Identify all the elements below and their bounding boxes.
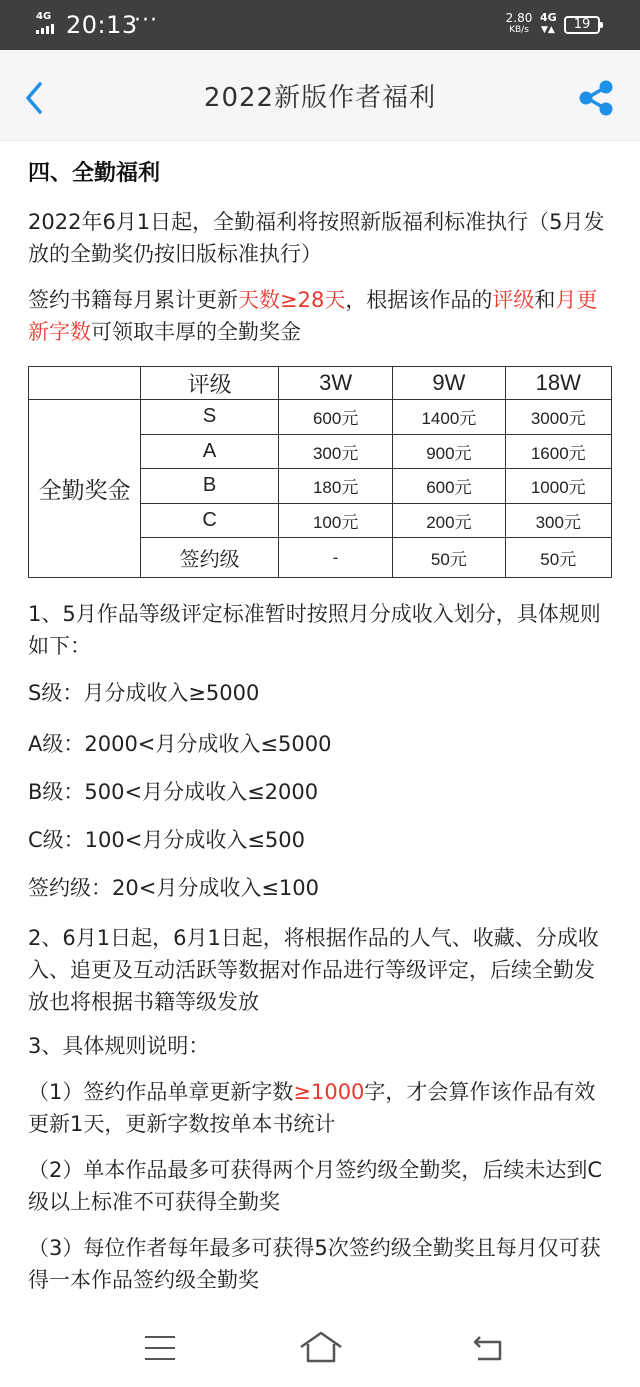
network-speed-unit: KB/s	[509, 25, 529, 35]
network-type: 4G	[36, 11, 52, 22]
menu-icon-line	[145, 1358, 175, 1360]
point-3: 3、具体规则说明：	[28, 1034, 210, 1058]
table-header-row	[29, 367, 612, 400]
status-bar	[0, 0, 640, 50]
rule-text: 签约书籍每月累计更新	[28, 288, 238, 312]
more-notifications-icon: ···	[134, 8, 158, 33]
column-header: 3W	[279, 367, 393, 400]
menu-icon-line	[145, 1336, 175, 1338]
grade-header: 评级	[141, 367, 279, 400]
row-header: 全勤奖金	[29, 400, 141, 578]
level-item: B级：500<月分成收入≤2000	[28, 780, 319, 804]
amount-cell: 50元	[505, 538, 611, 578]
point-2: 2、6月1日起，6月1日起，将根据作品的人气、收藏、分成收入、追更及互动活跃等数据对作品进行等级评定，后续全勤发放也将根据书籍等级发放	[28, 926, 599, 1014]
bonus-table	[28, 366, 612, 578]
rule-highlight-days: 天数≥28天	[238, 288, 346, 312]
point-1: 1、5月作品等级评定标准暂时按照月分成收入划分，具体规则如下：	[28, 602, 601, 658]
level-item: S级：月分成收入≥5000	[28, 681, 260, 705]
intro-paragraph: 2022年6月1日起，全勤福利将按照新版福利标准执行（5月发放的全勤奖仍按旧版标准执行）	[28, 210, 605, 266]
level-item: C级：100<月分成收入≤500	[28, 828, 306, 852]
amount-cell: 600元	[279, 400, 393, 435]
clock: 20:13	[66, 11, 138, 39]
chevron-left-icon	[18, 78, 54, 118]
sub-rule-text: （1）签约作品单章更新字数	[28, 1080, 294, 1104]
amount-cell: 900元	[393, 434, 505, 469]
level-item: A级：2000<月分成收入≤5000	[28, 732, 332, 756]
amount-cell: 300元	[279, 434, 393, 469]
rule-text: ，根据该作品的	[345, 288, 493, 312]
back-button[interactable]	[18, 78, 54, 118]
grade-cell: B	[141, 469, 279, 504]
network-type-2: 4G	[540, 11, 557, 24]
column-header: 18W	[505, 367, 611, 400]
amount-cell: 100元	[279, 503, 393, 538]
amount-cell: -	[279, 538, 393, 578]
rule-highlight-words: 月更新字数	[28, 288, 598, 344]
rule-paragraph	[28, 284, 614, 348]
amount-cell: 600元	[393, 469, 505, 504]
sub-rule-3: （3）每位作者每年最多可获得5次签约级全勤奖且每月仅可获得一本作品签约级全勤奖	[28, 1236, 601, 1292]
sub-rule-highlight: ≥1000	[293, 1080, 365, 1104]
system-back-button[interactable]	[472, 1334, 506, 1362]
battery-level: 19	[573, 17, 591, 32]
grade-cell: A	[141, 434, 279, 469]
table-row	[29, 400, 612, 435]
amount-cell: 1600元	[505, 434, 611, 469]
network-speed	[504, 12, 534, 36]
home-button[interactable]	[298, 1330, 344, 1364]
rule-text: 可领取丰厚的全勤奖金	[91, 320, 301, 344]
column-header: 9W	[393, 367, 505, 400]
data-activity-icon: ▼▲	[541, 25, 555, 35]
amount-cell: 3000元	[505, 400, 611, 435]
network-speed-value: 2.80	[505, 11, 533, 25]
grade-cell: S	[141, 400, 279, 435]
home-icon	[298, 1330, 344, 1364]
amount-cell: 300元	[505, 503, 611, 538]
grade-cell: 签约级	[141, 538, 279, 578]
nav-bar	[0, 50, 640, 141]
grade-cell: C	[141, 503, 279, 538]
amount-cell: 1400元	[393, 400, 505, 435]
menu-icon-line	[145, 1347, 175, 1349]
section-title: 四、全勤福利	[28, 161, 161, 186]
sub-rule-2: （2）单本作品最多可获得两个月签约级全勤奖，后续未达到C级以上标准不可获得全勤奖	[28, 1158, 603, 1214]
sub-rule-1	[28, 1076, 614, 1140]
table-corner-cell	[29, 367, 141, 400]
amount-cell: 180元	[279, 469, 393, 504]
battery-icon	[564, 16, 600, 34]
share-icon	[576, 78, 616, 118]
rule-highlight-grade: 评级	[492, 288, 535, 312]
menu-button[interactable]	[145, 1336, 175, 1360]
system-nav-bar	[0, 1300, 640, 1387]
amount-cell: 1000元	[505, 469, 611, 504]
share-button[interactable]	[576, 78, 616, 118]
sub-rule-text: 字，才会算作该作品有效更新1天，更新字数按单本书统计	[28, 1080, 596, 1136]
level-item: 签约级：20<月分成收入≤100	[28, 876, 319, 900]
amount-cell: 50元	[393, 538, 505, 578]
page-title: 2022新版作者福利	[203, 83, 437, 113]
back-icon	[472, 1334, 506, 1362]
amount-cell: 200元	[393, 503, 505, 538]
rule-text: 和	[534, 288, 556, 312]
